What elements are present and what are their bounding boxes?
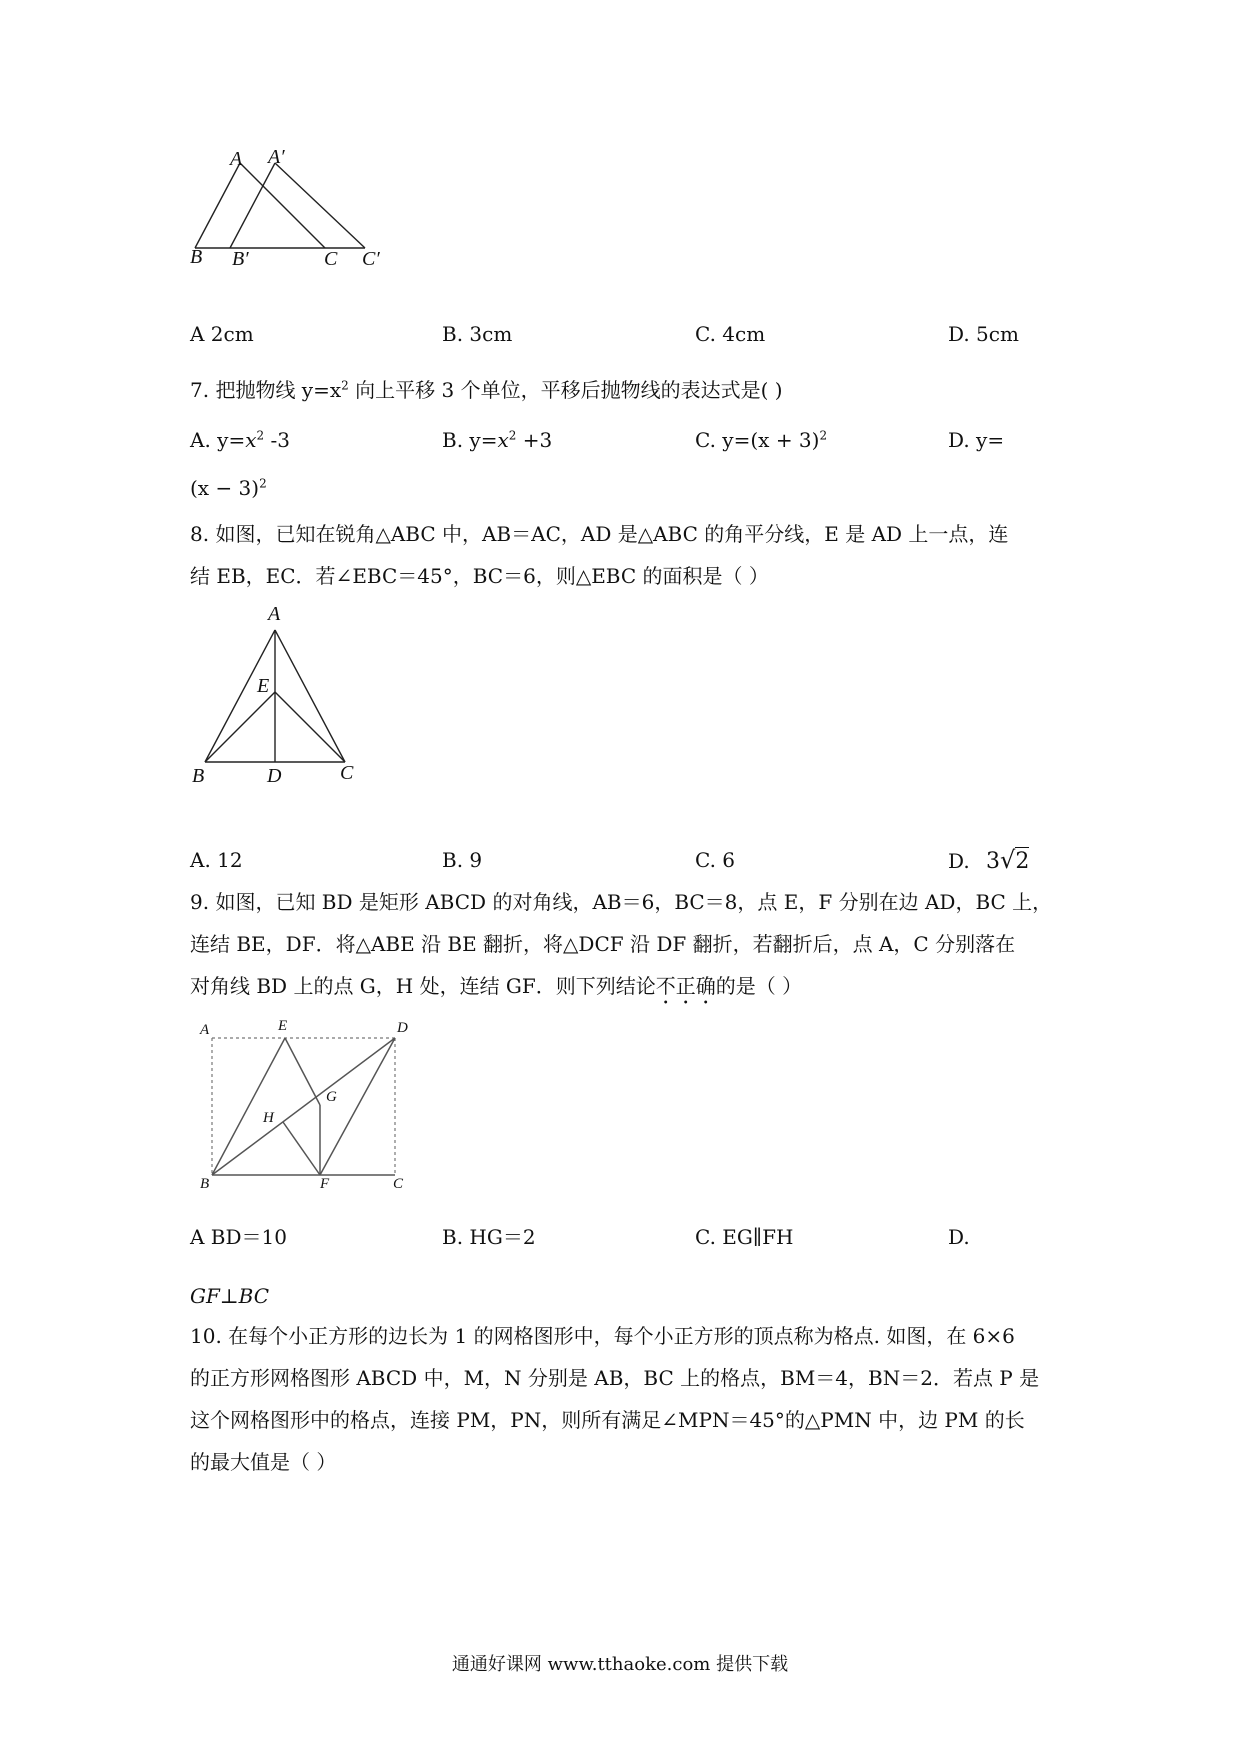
q6-option-c: C. 4cm (695, 322, 766, 346)
q9-line-bd (212, 1038, 395, 1175)
q6-label-a: A (230, 148, 243, 170)
q6-line-ab (195, 163, 240, 248)
q8-option-d: D. 3√2 (948, 846, 1030, 874)
q9-option-a: A BD＝10 (190, 1225, 287, 1249)
q8-stem-line1: 8. 如图，已知在锐角△ABC 中，AB＝AC，AD 是△ABC 的角平分线，E 是 AD 上一点，连 (190, 522, 1009, 546)
q6-label-c-prime: C′ (362, 248, 380, 270)
q9-line-be (212, 1038, 285, 1175)
q6-option-d: D. 5cm (948, 322, 1019, 346)
q6-label-c: C (324, 248, 338, 270)
q7-option-c: C. $y=(x + 3)^2$ (695, 428, 828, 452)
q6-option-b: B. 3cm (442, 322, 513, 346)
q9-label-g: G (326, 1089, 337, 1105)
q9-stem-line2: 连结 BE，DF．将△ABE 沿 BE 翻折，将△DCF 沿 DF 翻折，若翻折后，点 A，C 分别落在 (190, 932, 1016, 956)
q7-option-b: B. $y=x^2 +3$ (442, 428, 553, 452)
q8-line-eb (205, 692, 275, 762)
q8-line-ac (275, 630, 345, 762)
q6-label-a-prime: A′ (268, 146, 285, 168)
q8-label-c: C (340, 762, 354, 784)
page-footer: 通通好课网 www.tthaoke.com 提供下载 (451, 1654, 789, 1675)
q9-option-d-text: GF⊥BC (190, 1284, 270, 1308)
q8-option-c: C. 6 (695, 848, 736, 872)
q9-label-f: F (320, 1176, 330, 1192)
q9-stem-line3: 对角线 BD 上的点 G，H 处，连结 GF．则下列结论不正确的是（ ） (190, 974, 803, 998)
q9-label-c: C (393, 1176, 404, 1192)
q7-option-d: D. y= (948, 428, 1005, 452)
q9-label-a: A (200, 1022, 210, 1038)
q6-figure (185, 150, 385, 275)
q8-option-b: B. 9 (442, 848, 483, 872)
q9-label-d: D (397, 1020, 408, 1036)
q9-label-b: B (200, 1176, 210, 1192)
q9-label-h: H (263, 1110, 274, 1126)
q9-option-c: C. EG∥FH (695, 1225, 794, 1249)
q9-stem-line1: 9. 如图，已知 BD 是矩形 ABCD 的对角线，AB＝6，BC＝8，点 E，F 分别在边 AD，BC 上， (190, 890, 1053, 914)
q6-label-b: B (190, 246, 203, 268)
q9-emphasis: 不正确 (655, 974, 716, 998)
q8-line-ec (275, 692, 345, 762)
q10-stem-line3: 这个网格图形中的格点，连接 PM，PN，则所有满足∠MPN＝45°的△PMN 中，边 PM 的长 (190, 1408, 1025, 1432)
q9-line-df (320, 1038, 395, 1175)
q8-label-d: D (267, 765, 282, 787)
q9-line-eg (285, 1038, 320, 1105)
q8-label-a: A (268, 603, 281, 625)
q7-stem: 7. 把抛物线 $y=x^2$ 向上平移 3 个单位，平移后抛物线的表达式是( ) (190, 378, 783, 402)
q9-option-d: D. (948, 1225, 970, 1249)
q10-stem-line4: 的最大值是（ ） (190, 1450, 337, 1474)
q9-label-e: E (278, 1018, 288, 1034)
q8-option-a: A. 12 (190, 848, 243, 872)
q7-option-a: A. $y=x^2$ -3 (190, 428, 290, 452)
q10-stem-line1: 10. 在每个小正方形的边长为 1 的网格图形中，每个小正方形的顶点称为格点. 如图，在 6×6 (190, 1324, 1015, 1348)
q10-stem-line2: 的正方形网格图形 ABCD 中，M，N 分别是 AB，BC 上的格点，BM＝4，BN＝2．若点 P 是 (190, 1366, 1040, 1390)
q6-line-a1c1 (275, 163, 365, 248)
q8-stem-line2: 结 EB，EC．若∠EBC＝45°，BC＝6，则△EBC 的面积是（ ） (190, 564, 769, 588)
q9-figure (190, 1015, 415, 1205)
q8-label-b: B (192, 765, 205, 787)
q7-option-d-expression: $(x - 3)^2$ (190, 476, 267, 500)
q9-option-b: B. HG＝2 (442, 1225, 536, 1249)
q9-line-hf (283, 1122, 320, 1175)
q6-option-a: A 2cm (190, 322, 254, 346)
q6-label-b-prime: B′ (232, 248, 249, 270)
q8-label-e: E (257, 675, 270, 697)
